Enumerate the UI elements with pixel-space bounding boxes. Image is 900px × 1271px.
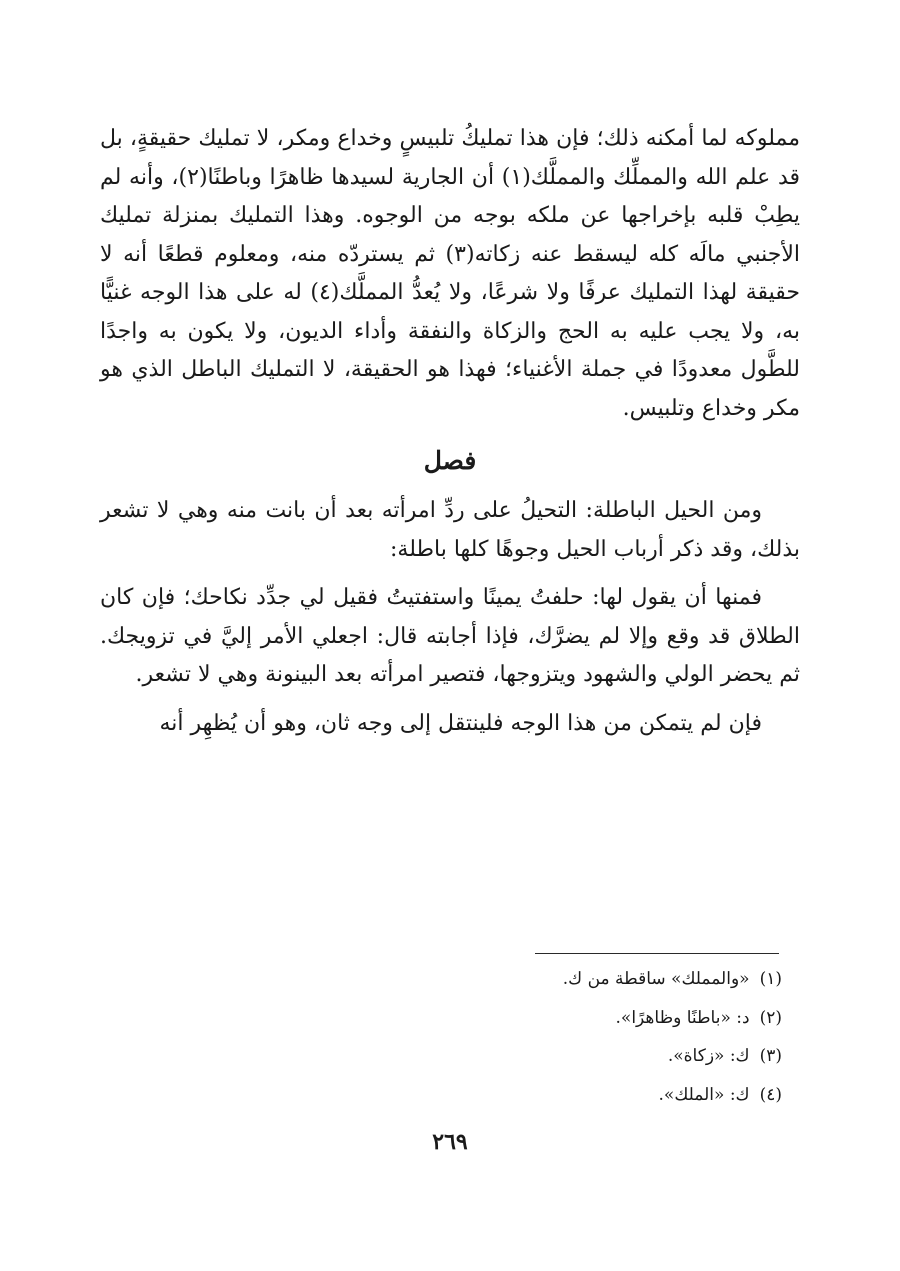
section-heading: فصل <box>423 446 477 475</box>
paragraph-4: فإن لم يتمكن من هذا الوجه فلينتقل إلى وجه ثان، وهو أن يُظهِر أنه <box>159 710 762 736</box>
footnote-4 <box>122 1084 782 1107</box>
footnote-text: د: «باطنًا وظاهرًا». <box>615 1007 750 1028</box>
footnote-number: (٤) <box>759 1084 782 1105</box>
main-text <box>100 120 800 743</box>
footnotes <box>122 968 782 1122</box>
footnote-1 <box>122 968 782 991</box>
footnote-divider <box>535 953 779 954</box>
footnote-text: ك: «زكاة». <box>667 1046 750 1066</box>
page-number: ٢٦٩ <box>432 1129 468 1155</box>
footnote-3 <box>122 1045 782 1068</box>
footnote-text: ك: «الملك». <box>658 1084 750 1105</box>
footnote-text: «والمملك» ساقطة من ك. <box>562 969 750 989</box>
paragraph-3: فمنها أن يقول لها: حلفتُ يمينًا واستفتيتُ فقيل لي جدِّد نكاحك؛ فإن كان الطلاق قد وقع وإلا لم يضرَّك، فإذا أجابته قال: اجعلي الأمر إليَّ في تزويجك. ثم يحضر الولي والشهود ويتزوجها، فتصير امرأته بعد البينونة وهي لا تشعر. <box>100 585 800 687</box>
footnote-number: (١) <box>759 969 782 989</box>
paragraph-2: ومن الحيل الباطلة: التحيلُ على ردِّ امرأته بعد أن بانت منه وهي لا تشعر بذلك، وقد ذكر أرباب الحيل وجوهًا كلها باطلة: <box>100 498 800 562</box>
footnote-number: (٢) <box>759 1007 782 1028</box>
footnote-2 <box>122 1007 782 1030</box>
footnote-number: (٣) <box>759 1046 782 1066</box>
paragraph-1: مملوكه لما أمكنه ذلك؛ فإن هذا تمليكُ تلبيسٍ وخداع ومكر، لا تمليك حقيقةٍ، بل قد علم الله والمملِّك والمملَّك(١) أن الجارية لسيدها ظاهرًا وباطنًا(٢)، وأنه لم يطِبْ قلبه بإخراجها عن ملكه بوجه من الوجوه. وهذا التمليك بمنزلة تمليك الأجنبي مالَه كله ليسقط عنه زكاته(٣) ثم يستردّه منه، ومعلوم قطعًا أنه لا حقيقة لهذا التمليك عرفًا ولا شرعًا، ولا يُعدُّ المملَّك(٤) له على هذا الوجه غنيًّا به، ولا يجب عليه به الحج والزكاة والنفقة وأداء الديون، ولا يكون به واجدًا للطَّول معدودًا في جملة الأغنياء؛ فهذا هو الحقيقة، لا التمليك الباطل الذي هو مكر وخداع وتلبيس. <box>100 126 801 421</box>
